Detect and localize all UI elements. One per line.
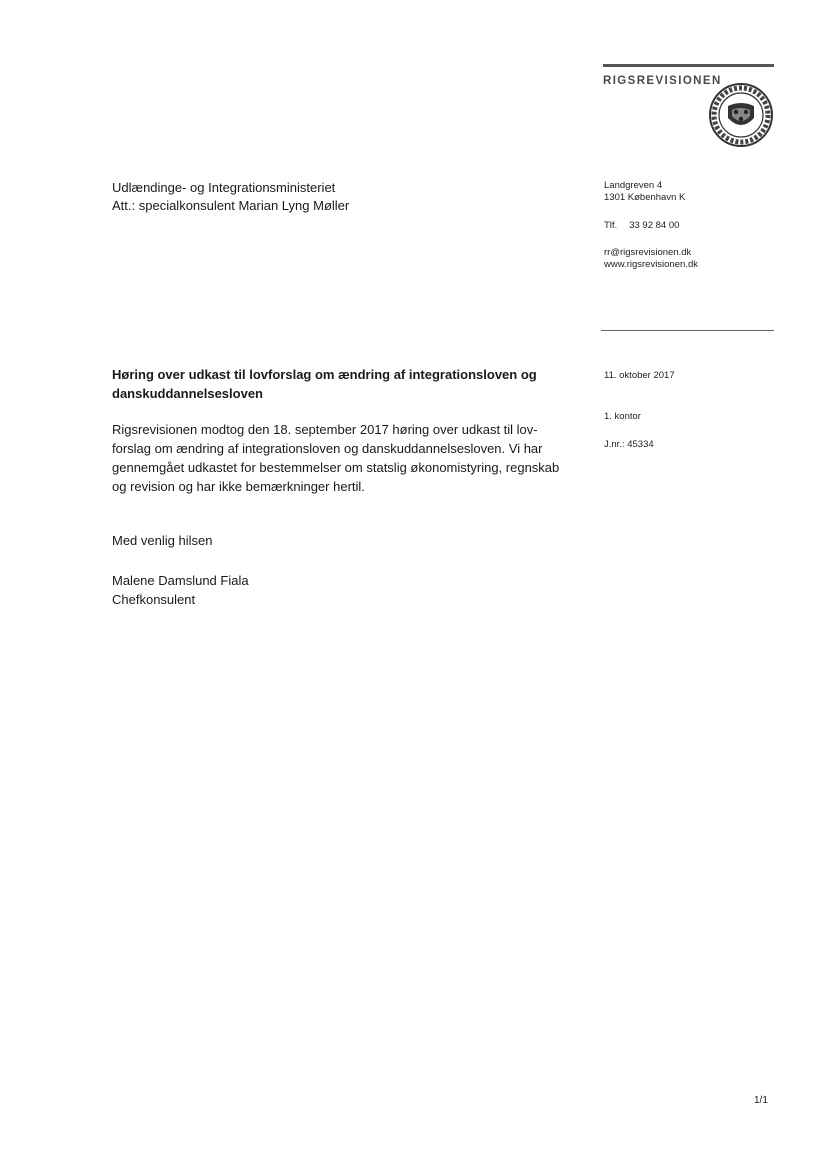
website-link[interactable]: www.rigsrevisionen.dk: [604, 259, 698, 270]
body-line: forslag om ændring af integrationsloven og danskuddannelsesloven. Vi har: [112, 441, 543, 456]
signature-block: [112, 571, 249, 609]
contact: [604, 247, 698, 271]
body-line: og revision og har ikke bemærkninger hertil.: [112, 479, 365, 494]
phone: [604, 220, 679, 232]
email-link[interactable]: rr@rigsrevisionen.dk: [604, 247, 692, 258]
phone-label: Tlf.: [604, 220, 618, 231]
address-line: Landgreven 4: [604, 180, 663, 191]
divider: [601, 330, 774, 331]
recipient-address: [112, 179, 349, 215]
journal-number: J.nr.: 45334: [604, 439, 654, 450]
recipient-line: Udlændinge- og Integrationsministeriet: [112, 180, 336, 195]
office: 1. kontor: [604, 411, 641, 422]
body-line: gennemgået udkastet for bestemmelser om statslig økonomistyring, regnskab: [112, 460, 560, 475]
subject-line: Høring over udkast til lovforslag om ændring af integrationsloven og: [112, 367, 537, 382]
signer-title: Chefkonsulent: [112, 592, 196, 607]
subject-heading: [112, 366, 572, 403]
address-line: 1301 København K: [604, 192, 686, 203]
closing: Med venlig hilsen: [112, 533, 213, 548]
phone-value: 33 92 84 00: [629, 220, 680, 231]
signer-name: Malene Damslund Fiala: [112, 573, 249, 588]
recipient-line: Att.: specialkonsulent Marian Lyng Møller: [112, 198, 350, 213]
body-paragraph: [112, 420, 582, 496]
folketinget-seal-icon: [708, 82, 774, 148]
subject-line: danskuddannelsesloven: [112, 385, 263, 401]
sender-address: [604, 180, 685, 204]
org-name: RIGSREVISIONEN: [603, 75, 722, 87]
body-line: Rigsrevisionen modtog den 18. september 2017 høring over udkast til lov-: [112, 422, 538, 437]
header-rule: [603, 64, 774, 67]
page-number: 1/1: [754, 1095, 768, 1106]
letter-date: 11. oktober 2017: [604, 370, 675, 381]
